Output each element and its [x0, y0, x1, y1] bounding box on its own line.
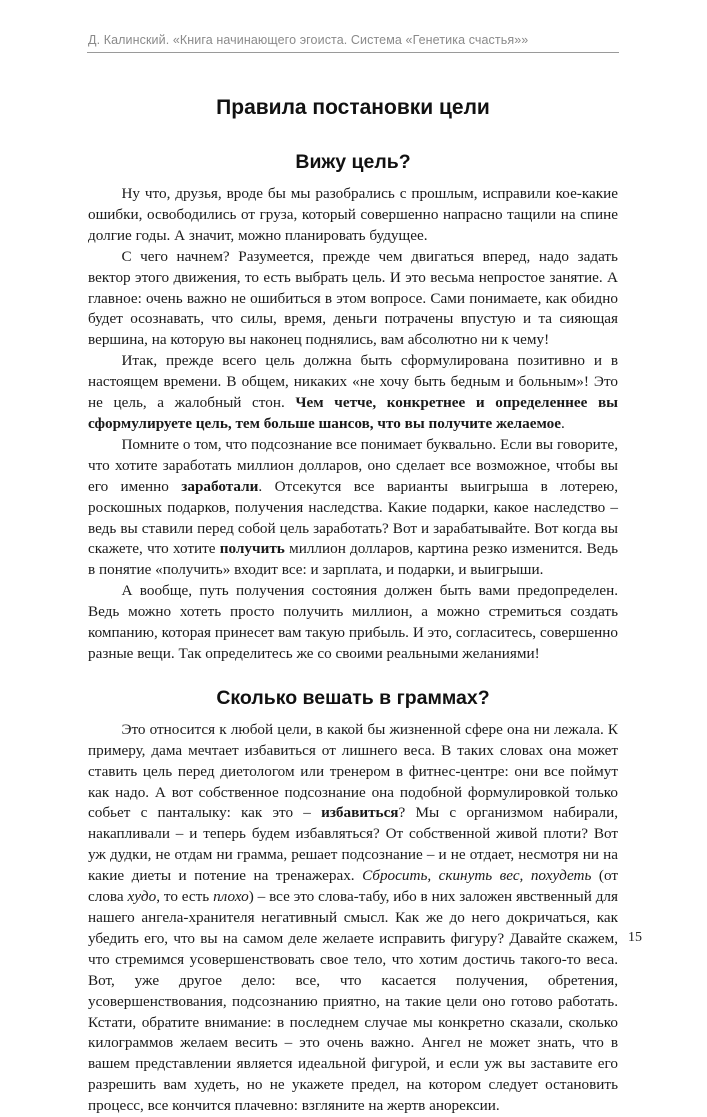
- italic-emphasis: плохо: [213, 888, 249, 906]
- paragraph: Это относится к любой цели, в какой бы жизненной сфере она ни лежала. К примеру, дама мечтает избавиться от лишнего веса. В таких словах она может ставить цель перед диетологом или тренером в фитнес-центре: они все поймут как надо. А вот собственное подсознание она подобной формулировкой только собьет с панталыку: как это – избавиться? Мы с организмом набирали, накапливали – и теперь будем избавляться? От собственной живой плоти? Вот уж дудки, не отдам ни грамма, решает подсознание – и не отдает, несмотря ни на какие диеты и потение на тренажерах. Сбросить, скинуть вес, похудеть (от слова худо, то есть плохо) – все это слова-табу, ибо в них заложен явственный для нашего ангела-хранителя негативный смысл. Как же до него докричаться, как убедить его, что вы на самом деле желаете исправить фигуру? Давайте скажем, что стремимся усовершенствовать свое тело, что хотим достичь такого-то веса. Вот, уже другое дело: все, что касается получения, обретения, усовершенствования, подсознанию приятно, на такие цели оно готово работать. Кстати, обратите внимание: в последнем случае мы конкретно сказали, сколько килограммов желаем весить – это очень важно. Ангел не может знать, что в вашем представлении является идеальной фигурой, и если уж вы заставите его разрешить вам худеть, но не укажете предел, на котором следует остановить процесс, все кончится плачевно: взгляните на жертв анорексии.: [88, 720, 619, 1115]
- chapter-title: Правила постановки цели: [216, 96, 490, 119]
- section-title-vizhu-cel: Вижу цель?: [295, 151, 411, 173]
- paragraph: Ну что, друзья, вроде бы мы разобрались с прошлым, исправили кое-какие ошибки, освободились от груза, который совершенно напрасно тащили на спине долгие годы. А значит, можно планировать будущее.: [88, 185, 618, 244]
- bold-emphasis: избавиться: [321, 804, 399, 822]
- bold-emphasis: Чем четче, конкретнее и определеннее вы сформулируете цель, тем больше шансов, что вы получите желаемое: [88, 394, 618, 432]
- paragraph: Помните о том, что подсознание все понимает буквально. Если вы говорите, что хотите заработать миллион долларов, оно сделает все возможное, чтобы вы его именно заработали. Отсекутся все варианты выигрыша в лотерею, роскошных подарков, получения наследства. Какие подарки, какое наследство – ведь вы ставили перед собой цель заработать? Вот и зарабатывайте. Вот когда вы скажете, что хотите получить миллион долларов, картина резко изменится. Ведь в понятие «получить» входит все: и зарплата, и подарки, и выигрыши.: [88, 435, 619, 579]
- running-header: Д. Калинский. «Книга начинающего эгоиста. Система «Генетика счастья»»: [88, 33, 529, 47]
- page-number: 15: [628, 930, 642, 945]
- bold-emphasis: заработали: [181, 477, 259, 495]
- italic-emphasis: худо: [127, 888, 157, 906]
- italic-emphasis: Сбросить, скинуть вес, похудеть: [362, 867, 592, 885]
- paragraph: Итак, прежде всего цель должна быть сформулирована позитивно и в настоящем времени. В общем, никаких «не хочу быть бедным и больным»! Это не цель, а жалобный стон. Чем четче, конкретнее и определеннее вы сформулируете цель, тем больше шансов, что вы получите желаемое.: [88, 352, 618, 432]
- paragraph: С чего начнем? Разумеется, прежде чем двигаться вперед, надо задать вектор этого движения, то есть выбрать цель. И это весьма непростое занятие. А главное: очень важно не ошибиться в этом вопросе. Сами понимаете, как обидно будет осознавать, что силы, время, деньги потрачены впустую и та сияющая вершина, на которую вы наконец поднялись, вам абсолютно ни к чему!: [88, 247, 618, 349]
- bold-emphasis: получить: [219, 540, 285, 558]
- page-content: [88, 95, 618, 1117]
- section-title-skolko-veshat: Сколько вешать в граммах?: [216, 686, 490, 709]
- header-rule: [87, 52, 619, 53]
- paragraph: А вообще, путь получения состояния должен быть вами предопределен. Ведь можно хотеть просто получить миллион, а можно стремиться создать компанию, которая принесет вам такую прибыль. И это, согласитесь, совершенно разные вещи. Так определитесь же со своими реальными желаниями!: [88, 582, 618, 662]
